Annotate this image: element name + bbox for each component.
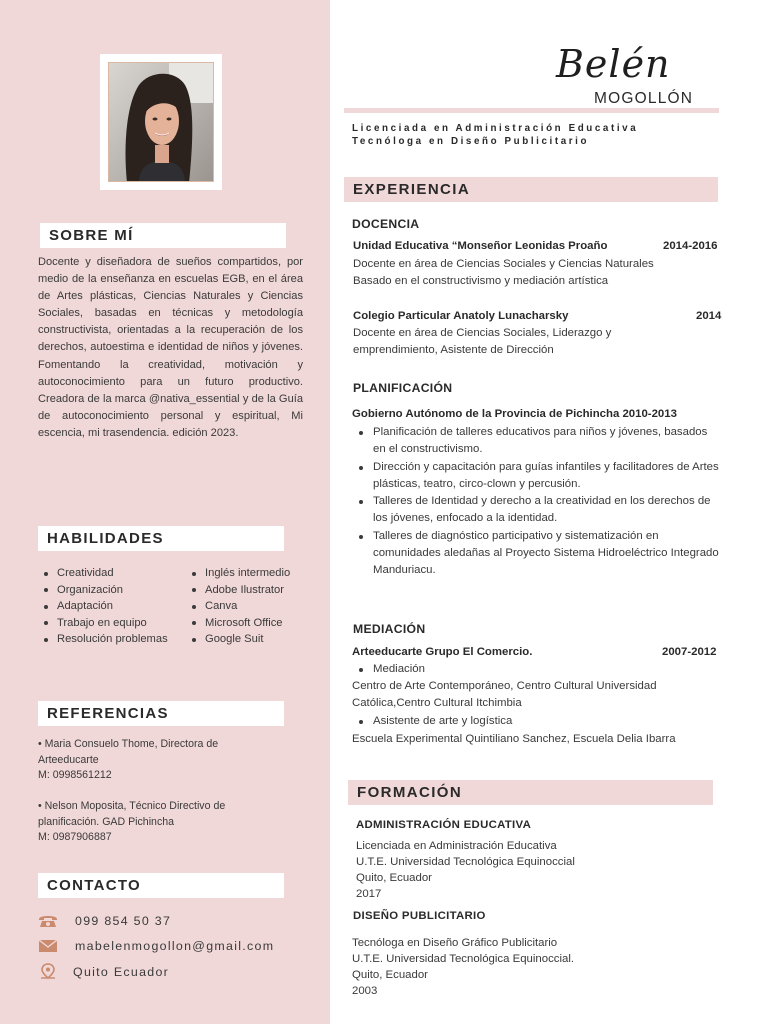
bullet-item: Planificación de talleres educativos para niños y jóvenes, basados en el constructivismo. (353, 424, 723, 459)
contact-email[interactable]: mabelenmogollon@gmail.com (75, 939, 275, 953)
profile-photo-frame (100, 54, 222, 190)
skill-item: Adobe Ilustrator (188, 582, 290, 599)
job-line: Docente en área de Ciencias Sociales, Liderazgo y (353, 327, 612, 339)
skill-item: Google Suit (188, 631, 290, 648)
skill-item: Resolución problemas (40, 631, 168, 648)
skill-item: Inglés intermedio (188, 565, 290, 582)
contact-title: CONTACTO (38, 873, 284, 898)
skill-item: Organización (40, 582, 168, 599)
mail-icon (38, 937, 60, 955)
reference-item (38, 737, 278, 784)
skills-title: HABILIDADES (38, 526, 284, 551)
education-line: Quito, Ecuador (356, 872, 432, 884)
education-line: 2003 (352, 985, 378, 997)
reference-org: Arteeducarte (38, 753, 99, 766)
job-years: 2007-2012 (662, 646, 717, 658)
skills-column-1 (40, 565, 168, 648)
planificacion-title: PLANIFICACIÓN (353, 381, 453, 395)
education-line: 2017 (356, 888, 382, 900)
contact-location-row (38, 963, 169, 981)
education-item-title: ADMINISTRACIÓN EDUCATIVA (356, 819, 532, 831)
skill-item: Trabajo en equipo (40, 615, 168, 632)
skill-item: Creatividad (40, 565, 168, 582)
contact-phone[interactable]: 099 854 50 37 (75, 914, 172, 928)
job-years: 2014-2016 (663, 240, 718, 252)
job-line: Docente en área de Ciencias Sociales y Ciencias Naturales (353, 258, 654, 270)
docencia-title: DOCENCIA (352, 217, 420, 231)
contact-email-row (38, 937, 274, 955)
reference-org: planificación. GAD Pichincha (38, 815, 175, 828)
mediacion-text-1: Centro de Arte Contemporáneo, Centro Cultural Universidad Católica,Centro Cultural Itchimbia (352, 680, 657, 710)
mediacion-title: MEDIACIÓN (353, 622, 426, 636)
education-line: U.T.E. Universidad Tecnológica Equinoccial (356, 856, 575, 868)
job-description (353, 325, 733, 360)
skill-item: Adaptación (40, 598, 168, 615)
job-line: Basado en el constructivismo y mediación artística (353, 275, 609, 288)
reference-phone: M: 0987906887 (38, 831, 112, 844)
education-item-details (352, 935, 712, 999)
about-text: Docente y diseñadora de sueños compartidos, por medio de la enseñanza en escuelas EGB, en el área de Artes plásticas, Ciencias Naturales y Ciencias Sociales, basadas en técnicas y metodología constructivista, orientadas a la recuperación de los derechos, autoestima e identidad de niños y jóvenes. Fomentando la creatividad, motivación y autoconocimiento para un futuro productivo. Creadora de la marca @nativa_essential y de la Guía de autoconocimiento personal y espiritual, Mi escencia, mi trasendencia. edición 2023. (38, 256, 303, 439)
education-line: Quito, Ecuador (352, 969, 428, 981)
phone-icon (38, 912, 60, 930)
education-line: Tecnóloga en Diseño Gráfico Publicitario (352, 937, 558, 949)
job-org: Unidad Educativa “Monseñor Leonidas Proaño (353, 240, 608, 252)
bullet-item: Talleres de Identidad y derecho a la creatividad en los derechos de los jóvenes, enfocado a la identidad. (353, 493, 723, 528)
contact-phone-row (38, 912, 171, 930)
bullet-item: Asistente de arte y logística (353, 713, 733, 730)
reference-name: • Maria Consuelo Thome, Directora de (38, 738, 219, 750)
contact-location: Quito Ecuador (73, 965, 170, 979)
last-name: MOGOLLÓN (594, 90, 694, 107)
mediacion-text-2: Escuela Experimental Quintiliano Sanchez, Escuela Delia Ibarra (352, 733, 676, 745)
job-years: 2014 (696, 310, 722, 322)
tagline-1: Licenciada en Administración Educativa (352, 123, 639, 134)
education-item-details (356, 838, 716, 902)
tagline-2: Tecnóloga en Diseño Publicitario (352, 136, 590, 147)
bullet-item: Dirección y capacitación para guías infantiles y facilitadores de Artes plásticas, teatro, circo-clown y percusión. (353, 459, 723, 494)
first-name: Belén (556, 42, 671, 86)
job-org: Arteeducarte Grupo El Comercio. (352, 646, 533, 658)
profile-photo (108, 62, 214, 182)
job-description (353, 256, 733, 291)
job-org: Gobierno Autónomo de la Provincia de Pichincha 2010-2013 (352, 408, 677, 420)
education-title: FORMACIÓN (348, 780, 713, 805)
skill-item: Canva (188, 598, 290, 615)
references-title: REFERENCIAS (38, 701, 284, 726)
mediacion-bullet-1 (353, 661, 733, 678)
job-org: Colegio Particular Anatoly Lunacharsky (353, 310, 569, 322)
profile-photo-illustration (109, 63, 214, 182)
education-line: U.T.E. Universidad Tecnológica Equinoccial. (352, 953, 575, 965)
bullet-item: Talleres de diagnóstico participativo y sistematización en comunidades aledañas al Proyecto Sistema Hidroeléctrico Integrado Manduriacu. (353, 528, 723, 580)
sidebar (0, 0, 330, 1024)
location-pin-icon (38, 963, 60, 981)
name-divider (344, 108, 719, 113)
reference-name: • Nelson Moposita, Técnico Directivo de (38, 800, 226, 812)
skills-column-2 (188, 565, 290, 648)
reference-item (38, 799, 278, 846)
education-line: Licenciada en Administración Educativa (356, 840, 557, 852)
about-title: SOBRE MÍ (40, 223, 286, 248)
planificacion-bullets (353, 424, 723, 580)
bullet-item: Mediación (353, 661, 733, 678)
experience-title: EXPERIENCIA (344, 177, 718, 202)
education-item-title: DISEÑO PUBLICITARIO (353, 910, 486, 922)
skill-item: Microsoft Office (188, 615, 290, 632)
job-line: emprendimiento, Asistente de Dirección (353, 344, 554, 357)
mediacion-bullet-2 (353, 713, 733, 730)
reference-phone: M: 0998561212 (38, 769, 112, 782)
